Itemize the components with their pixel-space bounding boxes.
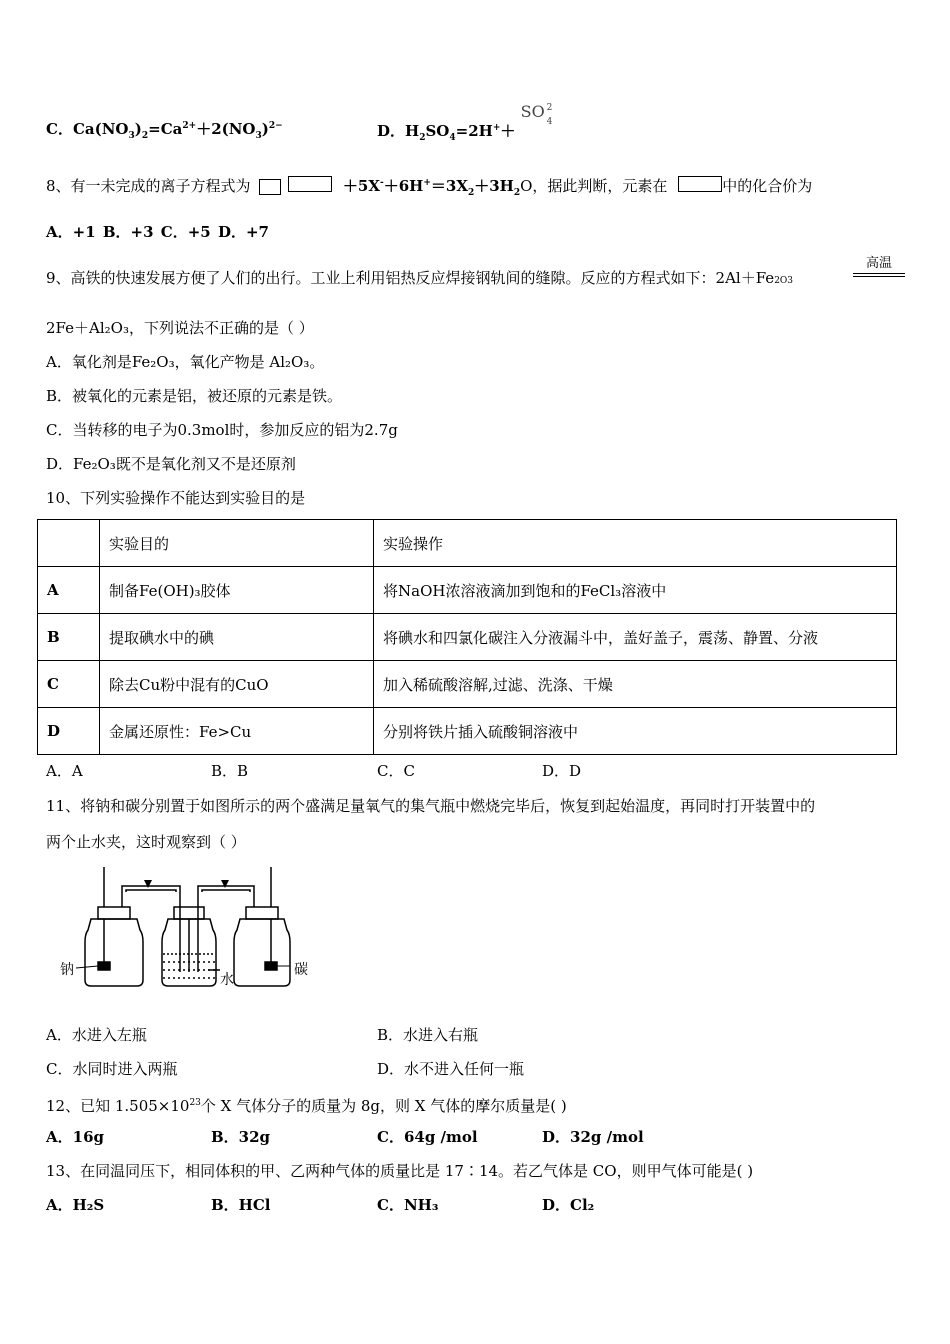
- q12-stem: 12、已知 $1.505\times 10^{23}$个 X 气体分子的质量为 8g，则 X 气体的摩尔质量是( ): [46, 1097, 567, 1115]
- table-cell: [38, 520, 100, 567]
- table-cell: 将碘水和四氯化碳注入分液漏斗中，盖好盖子，震荡、静置、分液: [374, 614, 897, 661]
- middle-bottle: [162, 892, 220, 986]
- q7-option-c: C．$Ca(NO_3)_2=Ca^{2+}+2(NO_3)^{2-}$: [46, 120, 283, 141]
- table-cell: 将NaOH浓溶液滴加到饱和的FeCl₃溶液中: [374, 567, 897, 614]
- connecting-tubes: [122, 886, 254, 892]
- right-bottle: [234, 867, 290, 986]
- left-bottle: [85, 867, 143, 986]
- q7-option-d: D．$H_2SO_4=2H^++$ SO 2 4: [377, 116, 555, 148]
- q12-option-d: D．32g /mol: [542, 1128, 644, 1146]
- table-cell: 金属还原性：Fe>Cu: [100, 708, 374, 755]
- apparatus-diagram: [58, 862, 318, 994]
- fig-label-water: 水: [220, 972, 234, 988]
- table-cell: B: [38, 614, 100, 661]
- table-cell: D: [38, 708, 100, 755]
- fig-label-sodium: 钠: [60, 962, 74, 978]
- q9-option-a: A．氧化剂是Fe₂O₃，氧化产物是 Al₂O₃。: [46, 353, 325, 371]
- reaction-condition: 高温: [853, 256, 905, 277]
- q13-option-d: D．Cl₂: [542, 1196, 595, 1214]
- q9-line1: 9、高铁的快速发展方便了人们的出行。工业上利用铝热反应焊接钢轨间的缝隙。反应的方程式如下：2Al＋Fe2O3: [46, 269, 794, 287]
- blank-box: [678, 176, 722, 192]
- q11-option-d: D．水不进入任何一瓶: [377, 1060, 525, 1078]
- table-row: [38, 567, 897, 614]
- q13-option-a: A．H₂S: [46, 1196, 105, 1214]
- q10-option-b: B．B: [211, 762, 249, 780]
- q10-stem: 10、下列实验操作不能达到实验目的是: [46, 489, 306, 507]
- q8-options: A．+1 B．+3 C．+5 D．+7: [46, 223, 269, 241]
- q12-option-c: C．64g /mol: [377, 1128, 478, 1146]
- q9-option-d: D．Fe₂O₃既不是氧化剂又不是还原剂: [46, 455, 296, 473]
- table-cell: 提取碘水中的碘: [100, 614, 374, 661]
- experiment-table: [37, 519, 897, 755]
- sulfate-ion: SO 2 4: [520, 102, 553, 127]
- q12-option-b: B．32g: [211, 1128, 271, 1146]
- q10-option-a: A．A: [46, 762, 83, 780]
- q10-option-c: C．C: [377, 762, 415, 780]
- clamp-icon: [144, 880, 229, 888]
- q11-line1: 11、将钠和碳分别置于如图所示的两个盛满足量氧气的集气瓶中燃烧完毕后，恢复到起始温度，再同时打开装置中的: [46, 797, 816, 815]
- table-cell: 除去Cu粉中混有的CuO: [100, 661, 374, 708]
- table-cell: 加入稀硫酸溶解,过滤、洗涤、干燥: [374, 661, 897, 708]
- q11-option-b: B．水进入右瓶: [377, 1026, 479, 1044]
- q12-option-a: A．16g: [46, 1128, 105, 1146]
- q13-stem: 13、在同温同压下，相同体积的甲、乙两种气体的质量比是 17∶14。若乙气体是 CO，则甲气体可能是( ): [46, 1162, 754, 1180]
- q8-stem: 8、有一未完成的离子方程式为 $+5X^-+6H^+=3X_2+3H_2O$，据此判断，元素在 中的化合价为: [46, 177, 813, 198]
- blank-box: [259, 179, 281, 195]
- q11-line2: 两个止水夹，这时观察到（ ）: [46, 833, 246, 851]
- table-cell: 实验操作: [374, 520, 897, 567]
- q11-option-c: C．水同时进入两瓶: [46, 1060, 178, 1078]
- q13-option-b: B．HCl: [211, 1196, 271, 1214]
- table-row: [38, 661, 897, 708]
- q13-option-c: C．NH₃: [377, 1196, 439, 1214]
- table-cell: 分别将铁片插入硫酸铜溶液中: [374, 708, 897, 755]
- table-cell: C: [38, 661, 100, 708]
- table-cell: 制备Fe(OH)₃胶体: [100, 567, 374, 614]
- table-cell: A: [38, 567, 100, 614]
- q10-option-d: D．D: [542, 762, 582, 780]
- table-header-row: [38, 520, 897, 567]
- table-row: [38, 708, 897, 755]
- table-cell: 实验目的: [100, 520, 374, 567]
- q9-option-c: C．当转移的电子为0.3mol时，参加反应的铝为2.7g: [46, 421, 398, 439]
- table-row: [38, 614, 897, 661]
- blank-box: [288, 176, 332, 192]
- fig-label-carbon: 碳: [294, 962, 308, 978]
- q9-option-b: B．被氧化的元素是铝，被还原的元素是铁。: [46, 387, 343, 405]
- q9-line2: 2Fe＋Al₂O₃，下列说法不正确的是（ ）: [46, 319, 314, 337]
- q11-option-a: A．水进入左瓶: [46, 1026, 147, 1044]
